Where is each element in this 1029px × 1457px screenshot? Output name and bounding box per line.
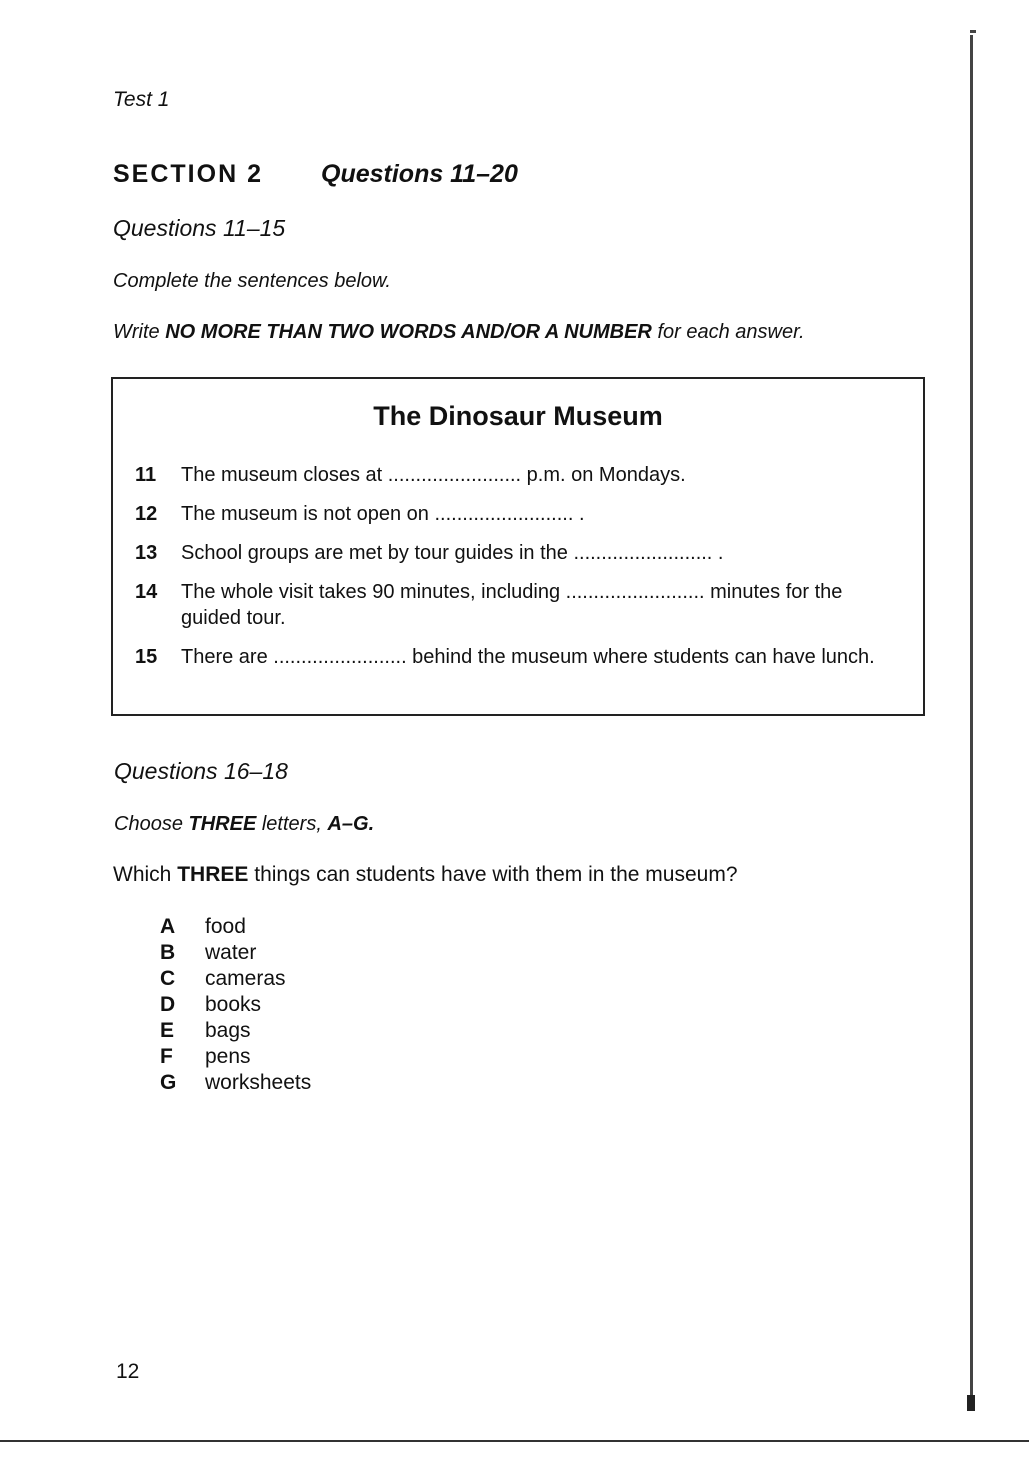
multiple-choice-question: [113, 863, 738, 887]
option-text: bags: [205, 1019, 251, 1042]
choose-count: THREE: [188, 813, 257, 835]
write-suffix: for each answer.: [657, 321, 805, 343]
question-count: THREE: [177, 863, 249, 886]
question-text: There are ........................ behind the museum where students can have lunch.: [181, 646, 875, 668]
option-letter: A: [160, 915, 176, 938]
box-title: The Dinosaur Museum: [373, 401, 663, 431]
question-text: The museum is not open on ......................... .: [181, 503, 585, 525]
question-number: 15: [135, 646, 158, 668]
question-text: The whole visit takes 90 minutes, including ......................... minutes for the guided tour.: [181, 581, 843, 629]
choose-range: A–G.: [327, 813, 375, 835]
choose-mid: letters,: [261, 813, 322, 835]
word-limit-bold: NO MORE THAN TWO WORDS AND/OR A NUMBER: [165, 321, 652, 343]
test-label: Test 1: [113, 88, 170, 111]
option-text: water: [205, 941, 257, 964]
word-limit-instruction: [113, 321, 805, 344]
questions-16-18-heading: Questions 16–18: [114, 758, 288, 784]
question-number: 14: [135, 581, 158, 603]
option-letter: B: [160, 941, 176, 964]
question-suffix: things can students have with them in the museum?: [254, 863, 738, 886]
choose-prefix: Choose: [114, 813, 183, 835]
sentence-completion-box: [111, 377, 925, 716]
option-letter: D: [160, 993, 176, 1016]
binding-edge-top: [970, 30, 976, 33]
page-bottom-edge: [0, 1440, 1029, 1442]
option-text: pens: [205, 1045, 251, 1068]
binding-edge-bottom: [967, 1395, 975, 1411]
option-text: books: [205, 993, 262, 1016]
write-prefix: Write: [113, 321, 160, 343]
option-letter: G: [160, 1071, 177, 1094]
section-title: SECTION 2: [113, 160, 263, 188]
option-letter: F: [160, 1045, 173, 1068]
question-text: The museum closes at ........................ p.m. on Mondays.: [181, 464, 686, 486]
option-text: worksheets: [205, 1071, 312, 1094]
option-text: cameras: [205, 967, 286, 990]
option-text: food: [205, 915, 246, 938]
complete-instruction: Complete the sentences below.: [113, 270, 391, 292]
question-text: School groups are met by tour guides in the ......................... .: [181, 542, 724, 564]
question-number: 11: [135, 464, 157, 486]
question-prefix: Which: [113, 863, 172, 886]
option-letter: C: [160, 967, 176, 990]
page-number: 12: [116, 1360, 140, 1383]
question-number: 13: [135, 542, 158, 564]
binding-edge: [970, 35, 973, 1410]
questions-11-15-heading: Questions 11–15: [113, 215, 286, 241]
question-number: 12: [135, 503, 158, 525]
choose-instruction: [114, 813, 374, 836]
option-letter: E: [160, 1019, 175, 1042]
section-question-range: Questions 11–20: [321, 160, 518, 188]
